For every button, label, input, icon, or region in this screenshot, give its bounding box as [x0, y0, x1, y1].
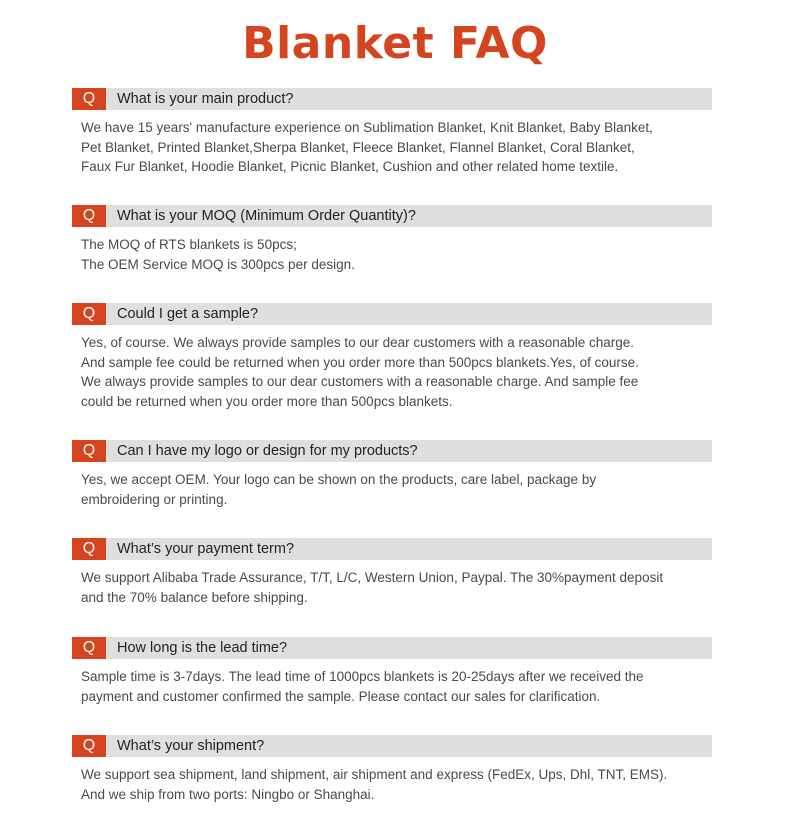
question-text: What’s your payment term?	[117, 541, 295, 557]
question-bar	[72, 440, 712, 462]
question-bar	[72, 205, 712, 227]
answer-line: embroidering or printing.	[81, 491, 228, 507]
faq-item-main-product	[72, 88, 712, 177]
q-badge: Q	[72, 735, 106, 757]
answer-line: could be returned when you order more than 500pcs blankets.	[81, 393, 453, 409]
faq-item-lead-time	[72, 637, 712, 706]
answer-line: The MOQ of RTS blankets is 50pcs;	[81, 237, 297, 252]
question-text: What is your MOQ (Minimum Order Quantity)?	[117, 208, 416, 224]
answer-line: We support Alibaba Trade Assurance, T/T, L/C, Western Union, Paypal. The 30%payment deposit	[81, 570, 664, 585]
answer-text	[81, 333, 726, 411]
answer-line: payment and customer confirmed the sample. Please contact our sales for clarification.	[81, 688, 601, 704]
answer-line: Faux Fur Blanket, Hoodie Blanket, Picnic Blanket, Cushion and other related home textile.	[81, 159, 619, 174]
q-badge: Q	[72, 88, 106, 110]
answer-text	[81, 765, 726, 804]
answer-line: Pet Blanket, Printed Blanket,Sherpa Blanket, Fleece Blanket, Flannel Blanket, Coral Blanket,	[81, 139, 635, 155]
question-bar	[72, 637, 712, 659]
question-text: How long is the lead time?	[117, 640, 288, 656]
question-bar	[72, 88, 712, 110]
answer-text	[81, 568, 726, 607]
answer-line: Yes, of course. We always provide samples to our dear customers with a reasonable charge.	[81, 335, 635, 350]
q-badge: Q	[72, 205, 106, 227]
answer-line: We always provide samples to our dear customers with a reasonable charge. And sample fee	[81, 374, 639, 389]
question-bar	[72, 303, 712, 325]
faq-item-shipment	[72, 735, 712, 804]
faq-item-payment	[72, 538, 712, 607]
faq-item-sample	[72, 303, 712, 411]
question-text: What is your main product?	[117, 91, 294, 107]
question-text: Could I get a sample?	[117, 306, 259, 322]
question-text: What’s your shipment?	[117, 738, 265, 754]
answer-line: Yes, we accept OEM. Your logo can be shown on the products, care label, package by	[81, 472, 597, 487]
faq-item-moq	[72, 205, 712, 274]
q-badge: Q	[72, 303, 106, 325]
q-badge: Q	[72, 440, 106, 462]
question-bar	[72, 735, 712, 757]
answer-line: Sample time is 3-7days. The lead time of 1000pcs blankets is 20-25days after we received the	[81, 669, 644, 684]
answer-text	[81, 667, 726, 706]
answer-line: and the 70% balance before shipping.	[81, 589, 308, 605]
question-text: Can I have my logo or design for my products?	[117, 443, 418, 459]
answer-text	[81, 118, 726, 177]
answer-text	[81, 235, 726, 274]
faq-item-logo	[72, 440, 712, 509]
answer-line: And sample fee could be returned when you order more than 500pcs blankets.Yes, of course.	[81, 354, 639, 370]
answer-line: We have 15 years' manufacture experience on Sublimation Blanket, Knit Blanket, Baby Blanket,	[81, 120, 653, 135]
q-badge: Q	[72, 637, 106, 659]
answer-line: The OEM Service MOQ is 300pcs per design.	[81, 256, 355, 272]
answer-line: We support sea shipment, land shipment, air shipment and express (FedEx, Ups, Dhl, TNT, EMS).	[81, 767, 668, 782]
page-title: Blanket FAQ	[242, 18, 548, 69]
answer-line: And we ship from two ports: Ningbo or Shanghai.	[81, 786, 375, 802]
question-bar	[72, 538, 712, 560]
q-badge: Q	[72, 538, 106, 560]
answer-text	[81, 470, 726, 509]
